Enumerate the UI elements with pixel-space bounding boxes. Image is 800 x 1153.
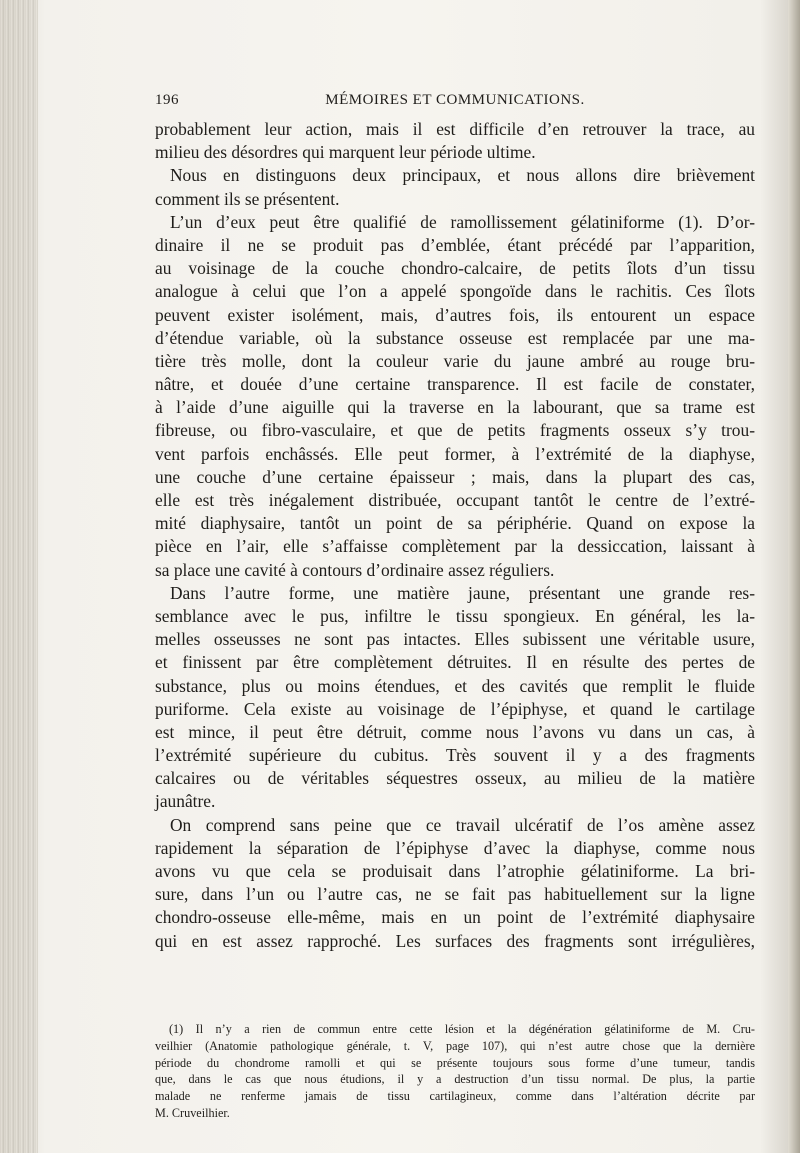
text-line: jaunâtre. [155,791,216,812]
footnote-line: malade ne renferme jamais de tissu cartilagineux, comme dans l’altération décrite par [155,1089,755,1104]
text-line: peuvent exister isolément, mais, d’autres fois, ils entourent un espace [155,304,755,325]
footnote-line: période du chondrome ramolli et qui se présente toujours sous forme d’une tumeur, tandis [155,1055,755,1070]
text-line: sa place une cavité à contours d’ordinaire assez réguliers. [155,559,555,580]
text-line: calcaires ou de véritables séquestres osseux, au milieu de la matière [155,768,755,789]
text-line: semblance avec le pus, infiltre le tissu spongieux. En général, les la- [155,605,755,626]
text-line: et finissent par être complètement détruites. Il en résulte des pertes de [155,652,755,673]
footnote-line: (1) Il n’y a rien de commun entre cette lésion et la dégénération gélatiniforme de M. Cru- [169,1022,755,1036]
text-line: qui en est assez rapproché. Les surfaces des fragments sont irrégulières, [155,930,755,951]
text-line: mité diaphysaire, tantôt un point de sa périphérie. Quand on expose la [155,513,755,534]
page-header [155,92,755,114]
text-line: analogue à celui que l’on a appelé spongoïde dans le rachitis. Ces îlots [155,281,755,302]
text-line: une couche d’une certaine épaisseur ; mais, dans la plupart des cas, [155,466,755,487]
text-line: On comprend sans peine que ce travail ulcératif de l’os amène assez [170,814,755,835]
text-line: vent parfois enchâssés. Elle peut former, à l’extrémité de la diaphyse, [155,443,755,464]
footnote-line: que, dans le cas que nous étudions, il y a destruction d’un tissu normal. De plus, la partie [155,1072,755,1087]
text-line: probablement leur action, mais il est difficile d’en retrouver la trace, au [155,119,755,139]
text-line: est mince, il peut être détruit, comme nous l’avons vu dans un cas, à [155,721,755,742]
text-line: dinaire il ne se produit pas d’emblée, étant précédé par l’apparition, [155,234,755,255]
text-line: d’étendue variable, où la substance osseuse est remplacée par une ma- [155,327,755,348]
text-line: Nous en distinguons deux principaux, et nous allons dire brièvement [170,165,755,186]
footnote-line: veilhier (Anatomie pathologique générale, t. V, page 107), qui n’est autre chose que la dernière [155,1038,755,1053]
text-line: milieu des désordres qui marquent leur période ultime. [155,142,536,163]
text-line: au voisinage de la couche chondro-calcaire, de petits îlots d’un tissu [155,258,755,279]
text-line: chondro-osseuse elle-même, mais en un point de l’extrémité diaphysaire [155,907,755,928]
text-line: fibreuse, ou fibro-vasculaire, et que de petits fragments osseux s’y trou- [155,420,755,441]
page-fore-edge [788,0,800,1153]
text-line: l’extrémité supérieure du cubitus. Très souvent il y a des fragments [155,745,755,766]
text-line: tière très molle, dont la couleur varie du jaune ambré au rouge bru- [155,350,755,371]
text-line: rapidement la séparation de l’épiphyse d’avec la diaphyse, comme nous [155,837,755,858]
page-binding-edge [0,0,38,1153]
footnote-line: M. Cruveilhier. [155,1105,230,1120]
text-line: elle est très inégalement distribuée, occupant tantôt le centre de l’extré- [155,490,755,510]
text-line: pièce en l’air, elle s’affaisse complètement par la dessiccation, laissant à [155,536,755,557]
text-line: à l’aide d’une aiguille qui la traverse en la labourant, que sa trame est [155,397,755,418]
body-text [155,118,755,953]
text-line: puriforme. Cela existe au voisinage de l’épiphyse, et quand le cartilage [155,698,755,719]
page-number: 196 [155,92,179,108]
text-line: substance, plus ou moins étendues, et des cavités que remplit le fluide [155,675,755,696]
text-line: Dans l’autre forme, une matière jaune, présentant une grande res- [170,582,755,603]
running-head: MÉMOIRES ET COMMUNICATIONS. [325,92,585,108]
text-line: melles osseusses ne sont pas intactes. Elles subissent une véritable usure, [155,629,755,650]
text-line: sure, dans l’un ou l’autre cas, ne se fait pas habituellement sur la ligne [155,884,755,905]
text-line: comment ils se présentent. [155,188,340,209]
text-line: L’un d’eux peut être qualifié de ramollissement gélatiniforme (1). D’or- [170,211,755,232]
text-line: nâtre, et douée d’une certaine transparence. Il est facile de constater, [155,374,755,395]
footnote [155,1021,755,1122]
text-line: avons vu que cela se produisait dans l’atrophie gélatiniforme. La bri- [155,861,755,881]
